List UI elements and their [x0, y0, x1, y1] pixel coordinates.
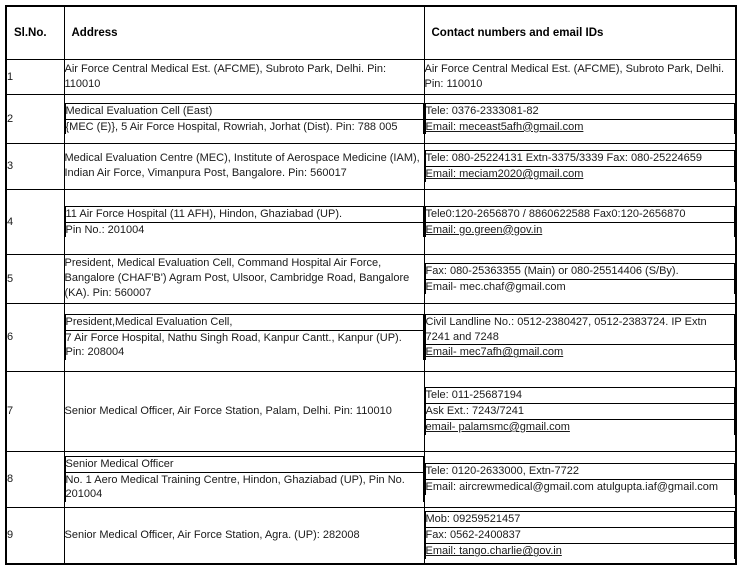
contact-email-line[interactable] [425, 480, 735, 495]
contact-phone-line [425, 528, 735, 544]
contact-line-text: Email- mec.chaf@gmail.com [425, 280, 566, 293]
contact-phone-line [424, 59, 736, 94]
row-address-cell: President, Medical Evaluation Cell, Command Hospital Air Force, Bangalore (CHAF'B') Agram Post, Ulsoor, Cambridge Road, Bangalore (KA). Pin: 560007 [64, 254, 424, 303]
row-serial-number: 7 [6, 371, 64, 451]
row-serial-number: 3 [6, 143, 64, 189]
row-address-cell: Senior Medical Officer, Air Force Station, Agra. (UP): 282008 [64, 507, 424, 564]
contact-subrows [425, 511, 736, 559]
contact-line-text: Email: meceast5afh@gmail.com [425, 120, 584, 133]
contact-line-text: Fax: 0562-2400837 [425, 529, 521, 542]
column-header-sl-no: Sl.No. [6, 6, 64, 59]
column-header-address: Address [64, 6, 424, 59]
table-row [6, 371, 736, 451]
row-serial-number: 2 [6, 94, 64, 143]
contact-email-line[interactable] [425, 345, 735, 360]
row-serial-number: 1 [6, 59, 64, 94]
row-address-cell: Medical Evaluation Centre (MEC), Institute of Aerospace Medicine (IAM), Indian Air Force, Vimanpura Post, Bangalore. Pin: 560017 [64, 143, 424, 189]
row-address-cell [64, 303, 424, 371]
contact-subrows [425, 150, 736, 182]
contact-email-line[interactable] [425, 167, 735, 182]
table-row [6, 94, 736, 143]
contact-phone-line [425, 464, 735, 480]
contact-line-text: Civil Landline No.: 0512-2380427, 0512-2383724. IP Extn 7241 and 7248 [425, 315, 707, 343]
contact-line-text: Email: go.green@gov.in [425, 223, 543, 236]
address-line: Medical Evaluation Cell (East) [65, 103, 423, 119]
address-subrows [65, 456, 424, 503]
contact-line-text: Tele: 080-25224131 Extn-3375/3339 Fax: 080-25224659 [425, 152, 702, 165]
contact-line-text: Tele: 0376-2333081-82 [425, 104, 539, 117]
contact-email-line[interactable] [425, 119, 735, 134]
address-line: Senior Medical Officer [65, 456, 423, 472]
table-row [6, 254, 736, 303]
contact-phone-line [425, 206, 735, 222]
row-contact-cell [424, 189, 736, 254]
row-serial-number: 4 [6, 189, 64, 254]
contact-directory-table [5, 5, 737, 565]
address-line: {MEC (E)}, 5 Air Force Hospital, Rowriah, Jorhat (Dist). Pin: 788 005 [65, 119, 423, 134]
contact-line-text: Email: meciam2020@gmail.com [425, 168, 584, 180]
contact-line-text: Ask Ext.: 7243/7241 [425, 405, 524, 418]
address-subrows [65, 314, 424, 361]
contact-phone-line [425, 151, 735, 167]
contact-email-line[interactable] [425, 544, 735, 559]
row-contact-cell [424, 254, 736, 303]
contact-subrows [425, 103, 736, 135]
contact-line-text: Mob: 09259521457 [425, 513, 521, 526]
contact-phone-line [425, 512, 735, 528]
contact-email-line[interactable] [425, 419, 735, 434]
address-line: President,Medical Evaluation Cell, [65, 314, 423, 330]
column-header-contact: Contact numbers and email IDs [424, 6, 736, 59]
contact-subrows [425, 263, 736, 295]
contact-email-line[interactable] [425, 222, 735, 237]
row-contact-cell [424, 94, 736, 143]
address-subrows [65, 206, 424, 238]
row-contact-cell [424, 507, 736, 564]
table-row [6, 143, 736, 189]
address-line: 11 Air Force Hospital (11 AFH), Hindon, Ghaziabad (UP). [65, 206, 423, 222]
contact-line-text: Air Force Central Medical Est. (AFCME), Subroto Park, Delhi. Pin: 110010 [424, 62, 725, 90]
table-header [6, 6, 736, 59]
row-address-cell [64, 94, 424, 143]
contact-phone-line [425, 103, 735, 119]
contact-subrows [425, 314, 736, 361]
address-subrows [65, 103, 424, 135]
contact-phone-line [425, 314, 735, 345]
contact-email-line[interactable] [425, 279, 735, 294]
contact-line-text: Tele: 0120-2633000, Extn-7722 [425, 465, 580, 478]
row-contact-cell [424, 451, 736, 507]
address-line: 7 Air Force Hospital, Nathu Singh Road, Kanpur Cantt., Kanpur (UP). Pin: 208004 [65, 330, 423, 360]
row-address-cell: Senior Medical Officer, Air Force Station, Palam, Delhi. Pin: 110010 [64, 371, 424, 451]
contact-subrows [425, 206, 736, 238]
contact-line-text: Tele0:120-2656870 / 8860622588 Fax0:120-2656870 [425, 207, 686, 220]
contact-line-text: email- palamsmc@gmail.com [425, 420, 570, 433]
table-row [6, 507, 736, 564]
row-address-cell [64, 189, 424, 254]
contact-line-text: Tele: 011-25687194 [425, 389, 522, 402]
row-address-cell: Air Force Central Medical Est. (AFCME), Subroto Park, Delhi. Pin: 110010 [64, 59, 424, 94]
table-row [6, 59, 736, 94]
row-contact-cell [424, 371, 736, 451]
row-contact-cell [424, 303, 736, 371]
row-serial-number: 8 [6, 451, 64, 507]
row-contact-cell [424, 143, 736, 189]
table-body [6, 59, 736, 564]
table-row [6, 189, 736, 254]
contact-subrows [425, 463, 736, 495]
table-header-row [6, 6, 736, 59]
contact-subrows [425, 387, 736, 435]
contact-line-text: Email: tango.charlie@gov.in [425, 545, 562, 558]
row-serial-number: 5 [6, 254, 64, 303]
contact-phone-line [425, 388, 735, 404]
address-line: No. 1 Aero Medical Training Centre, Hindon, Ghaziabad (UP), Pin No. 201004 [65, 472, 423, 502]
contact-directory-table-wrapper [5, 5, 735, 565]
row-serial-number: 6 [6, 303, 64, 371]
contact-phone-line [425, 263, 735, 279]
row-serial-number: 9 [6, 507, 64, 564]
contact-line-text: Email- mec7afh@gmail.com [425, 346, 564, 359]
contact-line-text: Fax: 080-25363355 (Main) or 080-25514406 (S/By). [425, 264, 679, 277]
contact-phone-line [425, 404, 735, 420]
table-row [6, 303, 736, 371]
contact-line-text: Email: aircrewmedical@gmail.com atulgupta.iaf@gmail.com [425, 481, 719, 493]
address-line: Pin No.: 201004 [65, 222, 423, 237]
table-row [6, 451, 736, 507]
row-address-cell [64, 451, 424, 507]
